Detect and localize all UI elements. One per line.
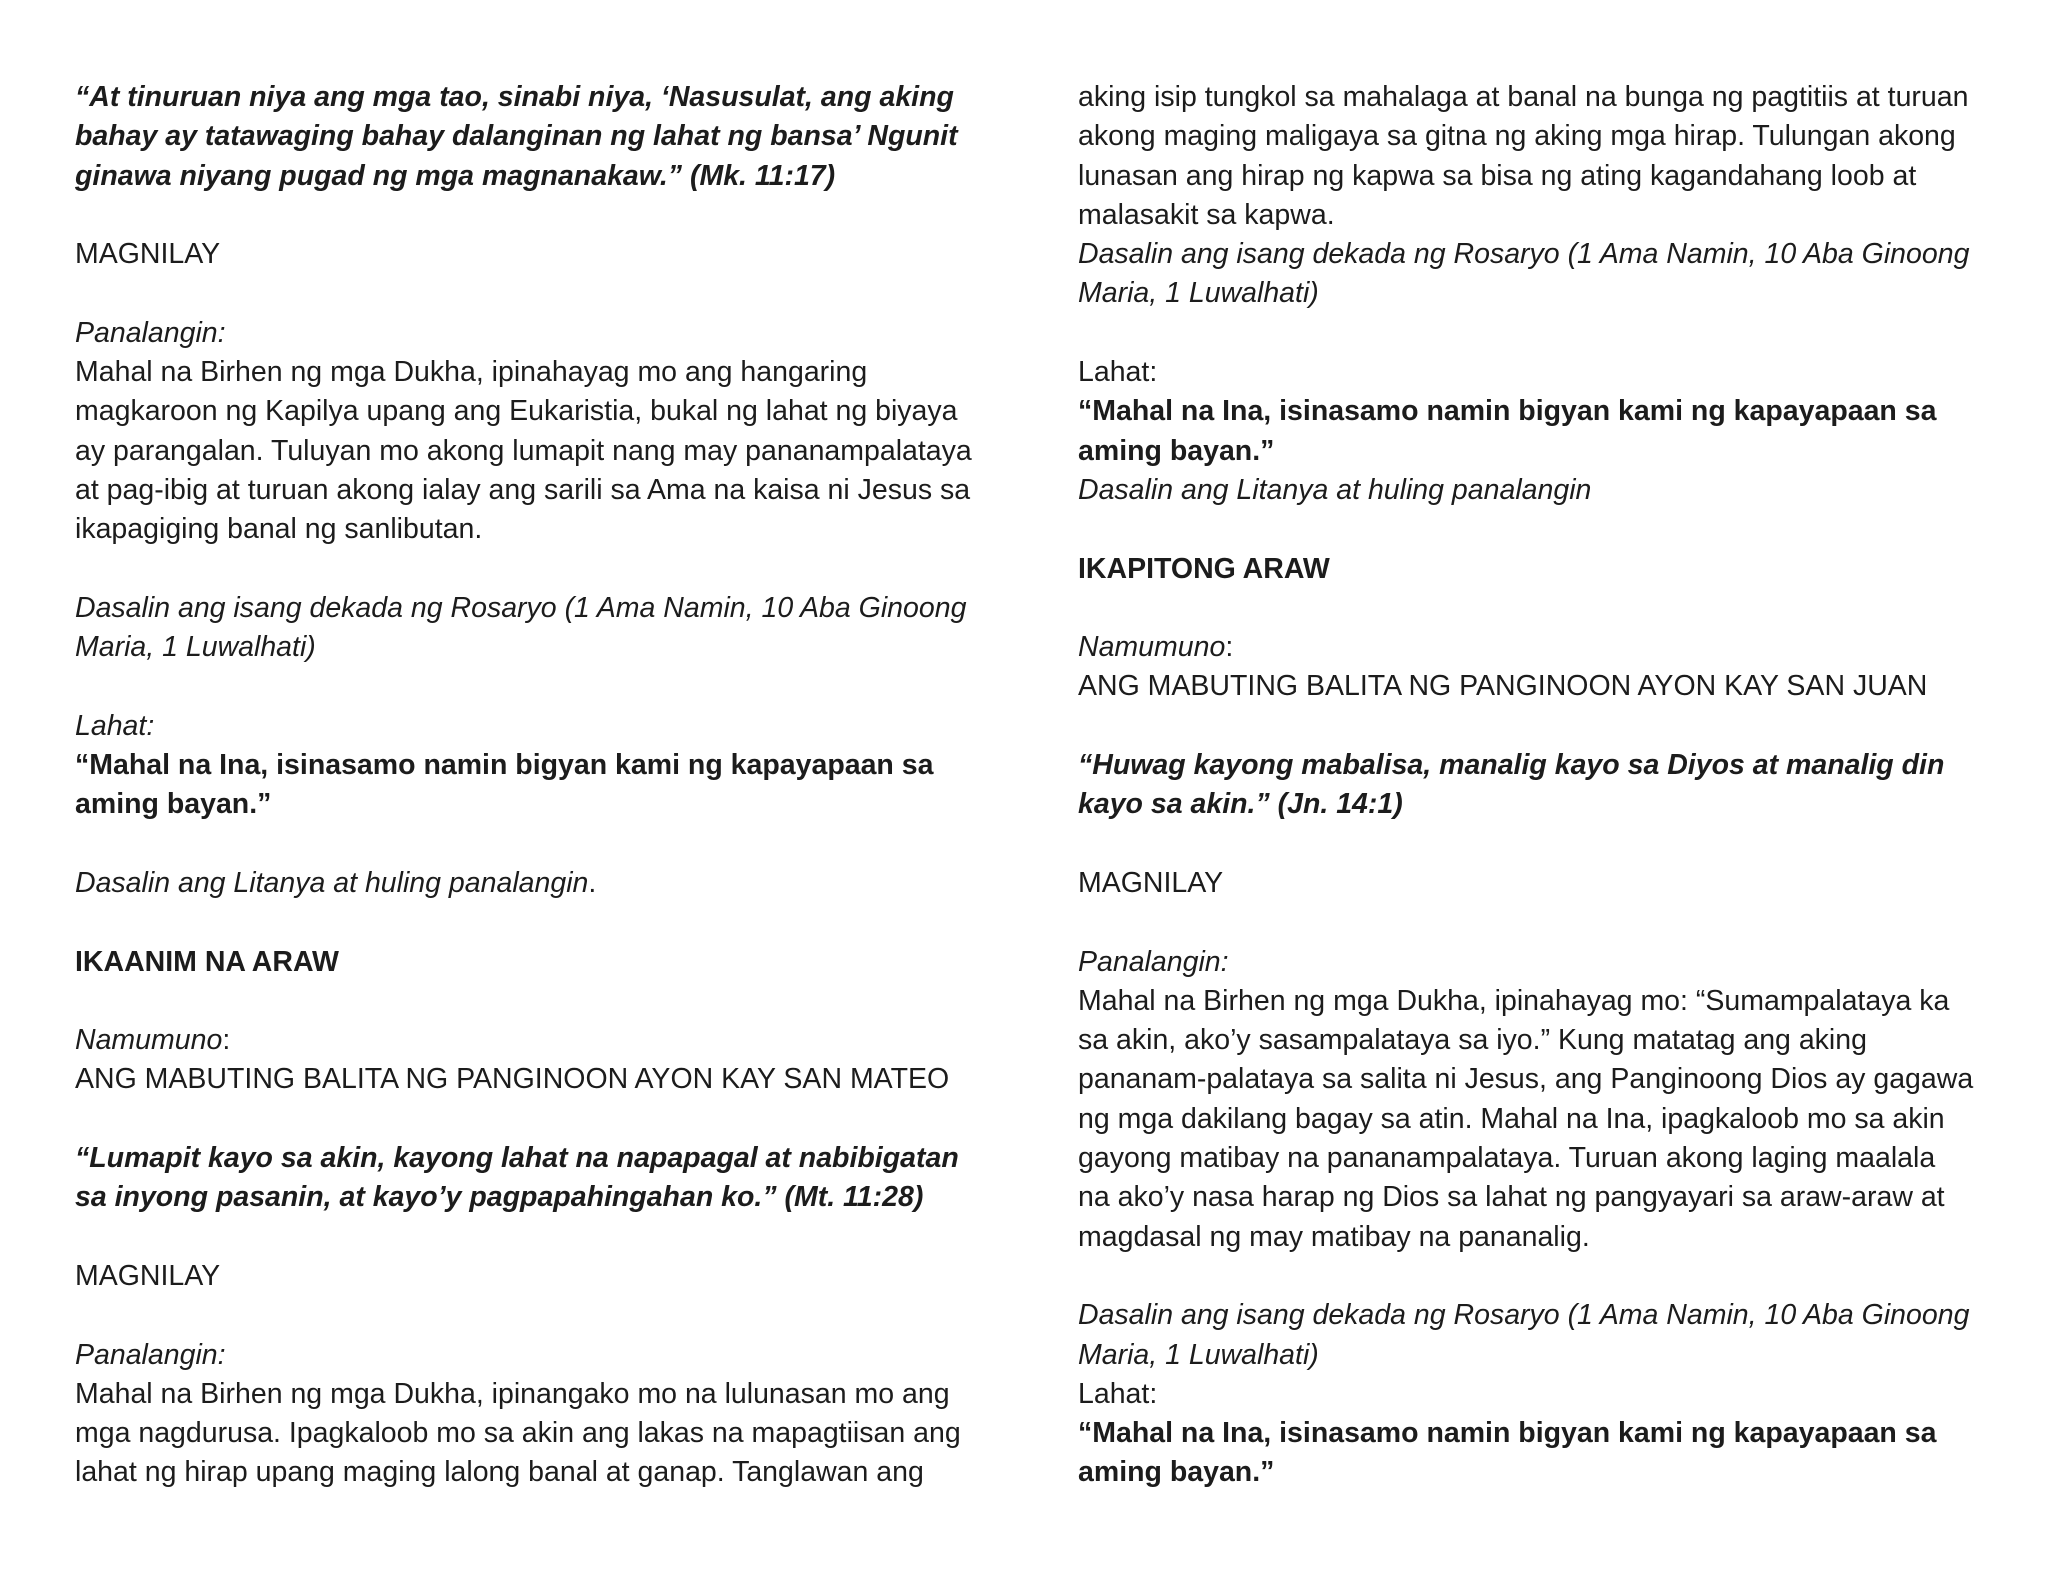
text-line-content: MAGNILAY: [75, 1259, 221, 1292]
text-line: [1078, 746, 1998, 785]
text-line-content: aming bayan.”: [1078, 434, 1275, 467]
text-line-content: lunasan ang hirap ng kapwa sa bisa ng ating kagandahang loob at: [1078, 159, 1917, 192]
text-line-content: Mahal na Birhen ng mga Dukha, ipinangako mo na lulunasan mo ang: [75, 1377, 950, 1410]
text-line-content: “Mahal na Ina, isinasamo namin bigyan kami ng kapayapaan sa: [1078, 395, 1937, 428]
text-line: [75, 1375, 995, 1414]
blank-line: [75, 196, 995, 235]
text-line-content: malasakit sa kapwa.: [1078, 198, 1335, 231]
text-line: [1078, 471, 1998, 510]
text-line-content: Maria, 1 Luwalhati): [1078, 277, 1319, 310]
text-line: [1078, 1178, 1998, 1217]
text-line-content: sa akin, ako’y sasampalataya sa iyo.” Kung matatag ang aking: [1078, 1024, 1867, 1057]
blank-line: [75, 903, 995, 942]
text-line-content: sa inyong pasanin, at kayo’y pagpapahingahan ko.” (Mt. 11:28): [75, 1181, 924, 1214]
text-line-content: Dasalin ang Litanya at huling panalangin: [1078, 473, 1592, 506]
text-line: [1078, 117, 1998, 156]
text-line: [1078, 1139, 1998, 1178]
blank-line: [75, 667, 995, 706]
blank-line: [75, 982, 995, 1021]
text-line: [75, 235, 995, 274]
text-line-content: ANG MABUTING BALITA NG PANGINOON AYON KAY SAN MATEO: [75, 1063, 950, 1096]
text-line: [75, 510, 995, 549]
text-line: [75, 1139, 995, 1178]
text-line-content: Namumuno: [75, 1024, 223, 1057]
blank-line: [75, 1218, 995, 1257]
text-line: [75, 628, 995, 667]
text-line-content: “Mahal na Ina, isinasamo namin bigyan kami ng kapayapaan sa: [75, 749, 934, 782]
text-line: [1078, 550, 1998, 589]
text-line-suffix: :: [1225, 631, 1234, 664]
text-line: [1078, 667, 1998, 706]
text-line-content: ng mga dakilang bagay sa atin. Mahal na Ina, ipagkaloob mo sa akin: [1078, 1102, 1945, 1135]
blank-line: [75, 274, 995, 313]
text-line-content: IKAANIM NA ARAW: [75, 945, 339, 978]
text-line: [75, 1060, 995, 1099]
text-line: [1078, 157, 1998, 196]
text-line: [1078, 353, 1998, 392]
blank-line: [75, 1296, 995, 1335]
text-line: [75, 1336, 995, 1375]
text-line: [1078, 982, 1998, 1021]
text-line-suffix: :: [222, 1024, 231, 1057]
text-line: [75, 943, 995, 982]
text-line: [1078, 1218, 1998, 1257]
text-line-content: “At tinuruan niya ang mga tao, sinabi niya, ‘Nasusulat, ang aking: [75, 81, 954, 113]
text-line-content: Lahat:: [1078, 1377, 1158, 1410]
blank-line: [1078, 589, 1998, 628]
text-line: [75, 707, 995, 746]
text-line: [75, 471, 995, 510]
blank-line: [1078, 1257, 1998, 1296]
left-column: [75, 78, 995, 1493]
text-line: [1078, 1021, 1998, 1060]
blank-line: [75, 550, 995, 589]
text-line: [1078, 1296, 1998, 1335]
text-line: [1078, 1414, 1998, 1453]
text-line: [75, 864, 995, 903]
blank-line: [1078, 707, 1998, 746]
text-line: [75, 589, 995, 628]
text-line-content: Dasalin ang isang dekada ng Rosaryo (1 Ama Namin, 10 Aba Ginoong: [75, 591, 967, 624]
right-column: [1078, 78, 1998, 1493]
text-line-content: IKAPITONG ARAW: [1078, 552, 1330, 585]
text-line-content: ay parangalan. Tuluyan mo akong lumapit nang may pananampalataya: [75, 434, 972, 467]
blank-line: [75, 1100, 995, 1139]
blank-line: [1078, 825, 1998, 864]
text-line: [1078, 864, 1998, 903]
text-line: [75, 1178, 995, 1217]
text-line-content: “Lumapit kayo sa akin, kayong lahat na napapagal at nabibigatan: [75, 1142, 959, 1175]
text-line-content: ikapagiging banal ng sanlibutan.: [75, 513, 483, 546]
text-line-content: “Huwag kayong mabalisa, manalig kayo sa Diyos at manalig din: [1078, 749, 1945, 782]
text-line-content: lahat ng hirap upang maging lalong banal at ganap. Tanglawan ang: [75, 1456, 924, 1489]
text-line: [75, 392, 995, 431]
text-line-content: akong maging maligaya sa gitna ng aking mga hirap. Tulungan akong: [1078, 120, 1956, 153]
text-line-content: bahay ay tatawaging bahay dalanginan ng lahat ng bansa’ Ngunit: [75, 120, 958, 153]
text-line-content: Maria, 1 Luwalhati): [75, 631, 316, 664]
text-line-content: MAGNILAY: [1078, 866, 1224, 899]
text-line: [75, 353, 995, 392]
text-line-content: Maria, 1 Luwalhati): [1078, 1338, 1319, 1371]
text-line-content: Dasalin ang isang dekada ng Rosaryo (1 Ama Namin, 10 Aba Ginoong: [1078, 238, 1970, 271]
text-line: [1078, 392, 1998, 431]
text-line-content: ANG MABUTING BALITA NG PANGINOON AYON KAY SAN JUAN: [1078, 670, 1928, 703]
text-line: [1078, 274, 1998, 313]
text-line-content: Dasalin ang isang dekada ng Rosaryo (1 Ama Namin, 10 Aba Ginoong: [1078, 1299, 1970, 1332]
text-line-content: Namumuno: [1078, 631, 1226, 664]
text-line: [75, 314, 995, 353]
blank-line: [1078, 510, 1998, 549]
text-line-content: mga nagdurusa. Ipagkaloob mo sa akin ang lakas na mapagtiisan ang: [75, 1417, 961, 1450]
blank-line: [1078, 903, 1998, 942]
text-line-content: na ako’y nasa harap ng Dios sa lahat ng pangyayari sa araw-araw at: [1078, 1181, 1945, 1214]
text-line: [1078, 78, 1998, 117]
text-line: [75, 785, 995, 824]
text-line: [75, 1257, 995, 1296]
text-line-content: Panalangin:: [75, 1338, 226, 1371]
text-line: [1078, 196, 1998, 235]
text-line-content: aking isip tungkol sa mahalaga at banal na bunga ng pagtitiis at turuan: [1078, 81, 1969, 113]
text-line-content: Lahat:: [1078, 356, 1158, 389]
text-line-content: Panalangin:: [75, 316, 226, 349]
text-line-content: magdasal ng may matibay na pananalig.: [1078, 1220, 1590, 1253]
text-line: [75, 78, 995, 117]
text-line: [1078, 1453, 1998, 1492]
text-line-content: at pag-ibig at turuan akong ialay ang sarili sa Ama na kaisa ni Jesus sa: [75, 473, 971, 506]
text-line: [1078, 785, 1998, 824]
text-line-content: aming bayan.”: [1078, 1456, 1275, 1489]
blank-line: [75, 825, 995, 864]
text-line: [75, 1414, 995, 1453]
text-line: [75, 157, 995, 196]
text-line: [1078, 628, 1998, 667]
text-line-content: magkaroon ng Kapilya upang ang Eukaristia, bukal ng lahat ng biyaya: [75, 395, 958, 428]
text-line: [75, 746, 995, 785]
blank-line: [1078, 314, 1998, 353]
text-line-suffix: .: [588, 866, 597, 899]
text-line-content: “Mahal na Ina, isinasamo namin bigyan kami ng kapayapaan sa: [1078, 1417, 1937, 1450]
text-line: [75, 117, 995, 156]
text-line: [75, 1021, 995, 1060]
text-line-content: Dasalin ang Litanya at huling panalangin: [75, 866, 589, 899]
text-line-content: pananam-palataya sa salita ni Jesus, ang Panginoong Dios ay gagawa: [1078, 1063, 1974, 1096]
text-line-content: MAGNILAY: [75, 238, 221, 271]
text-line-content: Panalangin:: [1078, 945, 1229, 978]
text-line-content: aming bayan.”: [75, 788, 272, 821]
text-line-content: ginawa niyang pugad ng mga magnanakaw.” (Mk. 11:17): [75, 159, 836, 192]
text-line: [75, 1453, 995, 1492]
text-line: [1078, 1336, 1998, 1375]
text-line-content: Lahat:: [75, 709, 155, 742]
text-line-content: kayo sa akin.” (Jn. 14:1): [1078, 788, 1403, 821]
text-line-content: gayong matibay na pananampalataya. Turuan akong laging maalala: [1078, 1142, 1936, 1175]
text-line: [1078, 1375, 1998, 1414]
text-line: [1078, 943, 1998, 982]
text-line: [1078, 432, 1998, 471]
text-line-content: Mahal na Birhen ng mga Dukha, ipinahayag mo ang hangaring: [75, 356, 868, 389]
text-line: [75, 432, 995, 471]
text-line: [1078, 235, 1998, 274]
text-line-content: Mahal na Birhen ng mga Dukha, ipinahayag mo: “Sumampalataya ka: [1078, 984, 1950, 1017]
text-line: [1078, 1060, 1998, 1099]
text-line: [1078, 1100, 1998, 1139]
